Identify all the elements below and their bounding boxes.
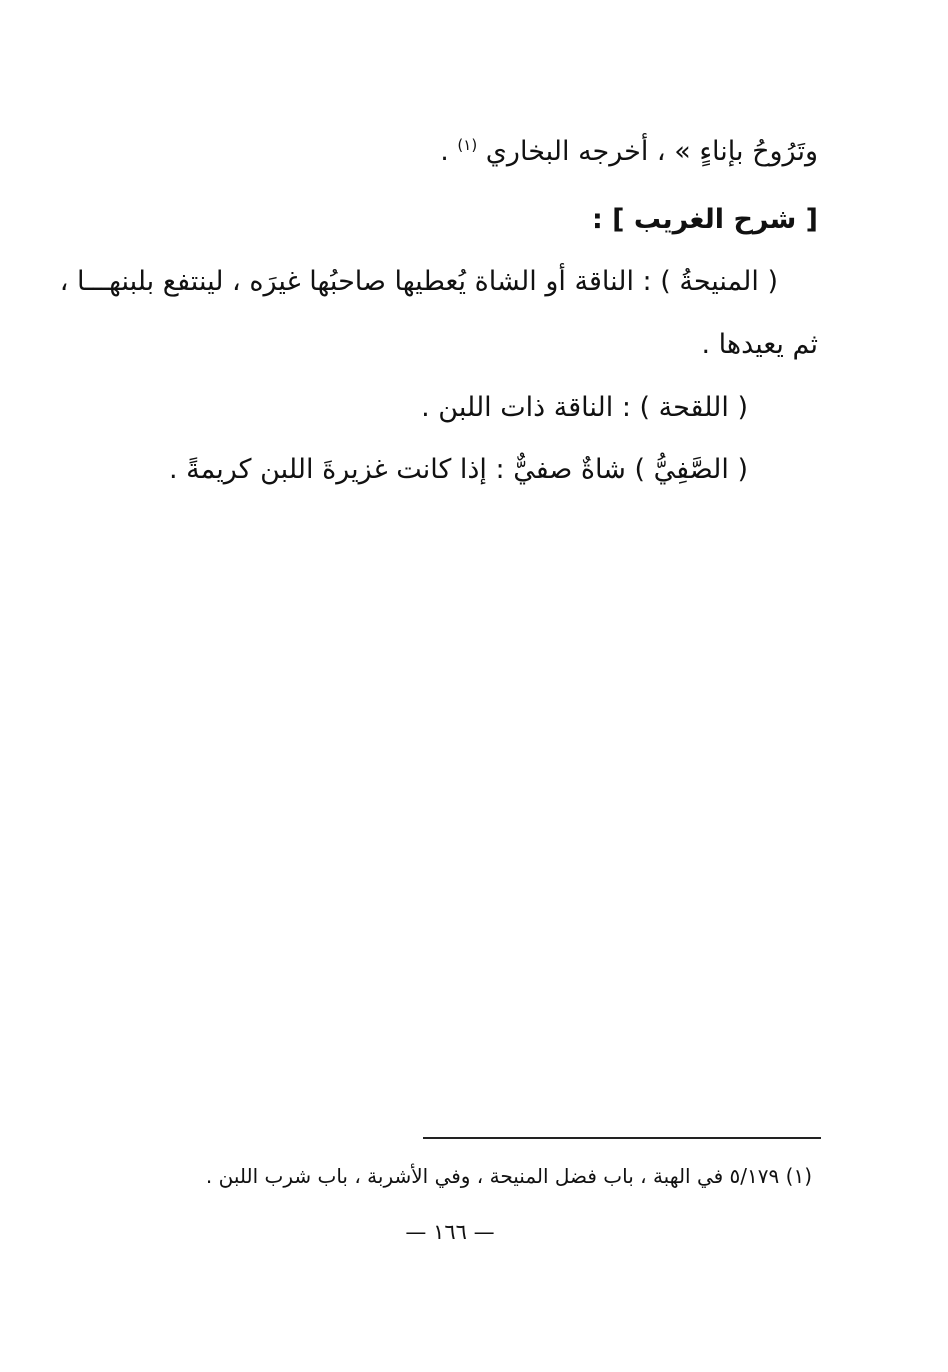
- footnote-text: (١) ٥/١٧٩ في الهبة ، باب فضل المنيحة ، وفي الأشربة ، باب شرب اللبن .: [205, 1164, 812, 1188]
- section-heading: [ شرح الغريب ] :: [591, 204, 818, 235]
- definition-manihah: ( المنيحةُ ) : الناقة أو الشاة يُعطيها صاحبُها غيرَه ، لينتفع بلبنهـــا ،: [59, 266, 778, 297]
- footnote-reference: (١): [457, 136, 478, 154]
- footnote-divider: [423, 1137, 821, 1139]
- body-line-hadith-end: [440, 132, 818, 172]
- page-number: — ١٦٦ —: [405, 1220, 495, 1244]
- definition-safi: ( الصَّفِيُّ ) شاةٌ صفيٌّ : إذا كانت غزيرةَ اللبن كريمةً .: [169, 454, 748, 485]
- hadith-period: .: [440, 136, 449, 167]
- definition-laqhah: ( اللقحة ) : الناقة ذات اللبن .: [421, 392, 748, 423]
- definition-manihah-continued: ثم يعيدها .: [701, 329, 818, 360]
- hadith-text: وتَرُوحُ بإناءٍ » ، أخرجه البخاري: [485, 136, 818, 167]
